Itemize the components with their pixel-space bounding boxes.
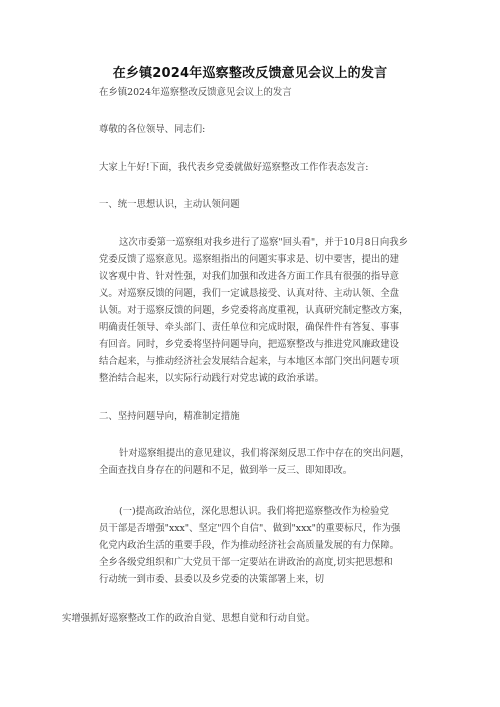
para-1-line: 议客观中肯、针对性强，对我们加强和改进各方面工作具有很强的指导意 [99, 271, 400, 282]
para-3-line: 员干部是否增强"xxx"、坚定"四个自信"、做到"xxx"的重要标尺，作为强 [99, 523, 401, 534]
para-3-line: 全乡各级党组织和广大党员干部一定要站在讲政治的高度,切实把思想和 [99, 557, 393, 568]
document-title: 在乡镇2024年巡察整改反馈意见会议上的发言 [112, 66, 388, 81]
para-1-line: 明确责任领导、牵头部门、责任单位和完成时限，确保件件有答复、事事 [99, 322, 400, 333]
para-3-line: 化党内政治生活的重要手段，作为推动经济社会高质量发展的有力保障。 [99, 540, 400, 551]
para-1-line: 认领。对于巡察反馈的问题，乡党委将高度重视，认真研究制定整改方案， [99, 305, 409, 316]
para-4-line: 实增强抓好巡察整改工作的政治自觉、思想自觉和行动自觉。 [62, 613, 316, 624]
para-1-line: 这次市委第一巡察组对我乡进行了巡察"回头看"，并于10月8日向我乡 [119, 237, 409, 248]
para-3-line: 行动统一到市委、县委以及乡党委的决策部署上来，切 [99, 574, 325, 585]
salutation: 尊敬的各位领导、同志们: [99, 124, 206, 135]
opening-line: 大家上午好!下面，我代表乡党委就做好巡察整改工作作表态发言: [99, 162, 369, 173]
para-1-line: 党委反馈了巡察意见。巡察组指出的问题实事求是、切中要害，提出的建 [99, 254, 400, 265]
para-1-line: 结合起来，与推动经济社会发展结合起来，与本地区本部门突出问题专项 [99, 356, 400, 367]
section-1-heading: 一、统一思想认识，主动认领问题 [99, 199, 240, 210]
para-3-line: (一)提高政治站位，深化思想认识。我们将把巡察整改作为检验党 [119, 506, 389, 517]
para-1-line: 整治结合起来，以实际行动践行对党忠诚的政治承诺。 [99, 373, 325, 384]
para-1-line: 有回音。同时，乡党委将坚持问题导向，把巡察整改与推进党风廉政建设 [99, 339, 400, 350]
para-2-line: 全面查找自身存在的问题和不足，做到举一反三、即知即改。 [99, 465, 353, 476]
section-2-heading: 二、坚持问题导向，精准制定措施 [99, 411, 240, 422]
para-1-line: 义。对巡察反馈的问题，我们一定诚恳接受、认真对待、主动认领、全盘 [99, 288, 400, 299]
para-2-line: 针对巡察组提出的意见建议，我们将深刻反思工作中存在的突出问题， [119, 448, 410, 459]
document-subtitle: 在乡镇2024年巡察整改反馈意见会议上的发言 [99, 87, 292, 98]
